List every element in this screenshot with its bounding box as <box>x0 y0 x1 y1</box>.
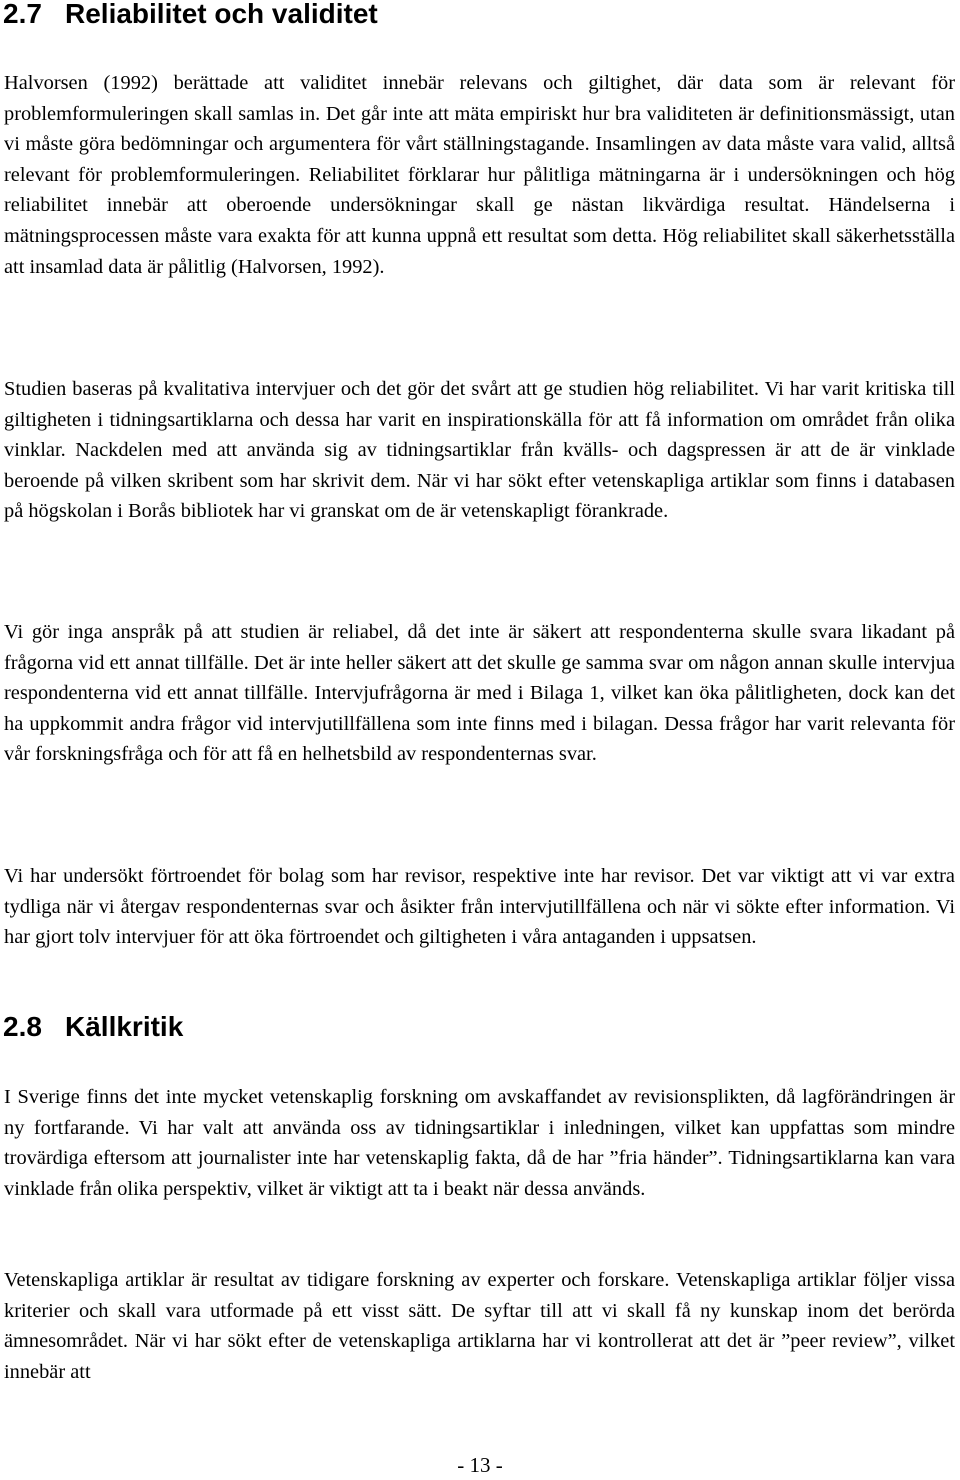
section-heading-2-8 <box>3 1011 183 1043</box>
paragraph-trust: Vi har undersökt förtroendet för bolag som har revisor, respektive inte har revisor. Det var viktigt att vi var extra tydliga när vi återgav respondenternas svar och åsikter från intervjutillfällena och när vi sökte efter information. Vi har gjort tolv intervjuer för att öka förtroendet och giltigheten i våra antaganden i uppsatsen. <box>4 865 955 949</box>
section-number: 2.7 <box>3 0 42 29</box>
paragraph-validity: Halvorsen (1992) berättade att validitet innebär relevans och giltighet, där data som är relevant för problemformuleringen skall samlas in. Det går inte att mäta empiriskt hur bra validiteten är definitionsmässigt, utan vi måste göra bedömningar och argumentera för vårt ställningstagande. Insamlingen av data måste vara valid, alltså relevant för problemformuleringen. Reliabilitet förklarar hur pålitliga mätningarna är i undersökningen och hög reliabilitet innebär att oberoende undersökningar skall ge nästan likvärdiga resultat. Händelserna i mätningsprocessen måste vara exakta för att kunna uppnå ett resultat som detta. Hög reliabilitet skall säkerhetsställa att insamlad data är pålitlig (Halvorsen, 1992). <box>4 72 955 278</box>
paragraph-source-criticism: I Sverige finns det inte mycket vetenskaplig forskning om avskaffandet av revisionsplikten, då lagförändringen är ny fortfarande. Vi har valt att använda oss av tidningsartiklar i inledningen, vilket kan uppfattas som mindre trovärdiga eftersom att journalister inte har vetenskaplig fakta, då de har ”fria händer”. Tidningsartiklarna kan vara vinklade från olika perspektiv, vilket är viktigt att ta i beakt när dessa används. <box>4 1086 955 1200</box>
page-number: - 13 - <box>457 1453 503 1477</box>
section-title: Reliabilitet och validitet <box>65 0 378 29</box>
section-title: Källkritik <box>65 1011 184 1042</box>
section-number: 2.8 <box>3 1011 42 1042</box>
paragraph-reliability-claim: Vi gör inga anspråk på att studien är reliabel, då det inte är säkert att respondenterna skulle svara likadant på frågorna vid ett annat tillfälle. Det är inte heller säkert att det skulle ge samma svar om någon annan skulle intervjua respondenterna vid ett annat tillfälle. Intervjufrågorna är med i Bilaga 1, vilket kan öka pålitligheten, dock kan det ha uppkommit andra frågor vid intervjutillfällena som inte finns med i bilagan. Dessa frågor har varit relevanta för vår forskningsfråga och för att få en helhetsbild av respondenternas svar. <box>4 621 955 766</box>
section-heading-2-7 <box>3 0 378 30</box>
paragraph-scientific-articles: Vetenskapliga artiklar är resultat av tidigare forskning av experter och forskare. Vetenskapliga artiklar följer vissa kriterier och skall vara utformade på ett visst sätt. De syftar till att vi skall få ny kunskap inom det berörda ämnesområdet. När vi har sökt efter de vetenskapliga artiklarna har vi kontrollerat att det är ”peer review”, vilket innebär att <box>4 1269 955 1383</box>
paragraph-qualitative-study: Studien baseras på kvalitativa intervjuer och det gör det svårt att ge studien hög reliabilitet. Vi har varit kritiska till giltigheten i tidningsartiklarna och dessa har varit en inspirationskälla för att få information om området från olika vinklar. Nackdelen med att använda sig av tidningsartiklar från kvälls- och dagspressen är att de är vinklade beroende på vilken skribent som har skrivit dem. När vi har sökt efter vetenskapliga artiklar som finns i databasen på högskolan i Borås bibliotek har vi granskat om de är vetenskapligt förankrade. <box>4 378 955 523</box>
